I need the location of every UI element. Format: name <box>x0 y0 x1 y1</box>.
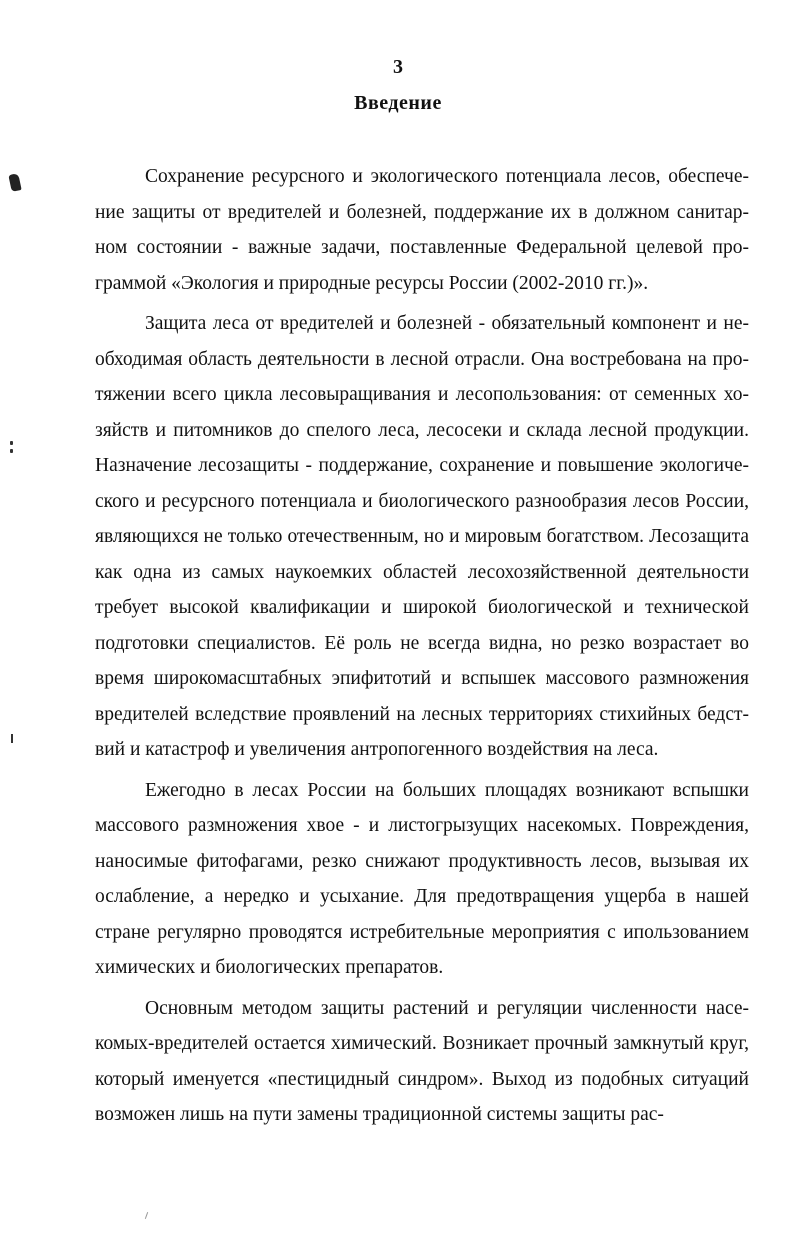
section-heading: Введение <box>354 92 442 114</box>
paragraph: Защита леса от вредителей и болезней - обязательный компонент и необходимая область деятельности в лесной отрасли. Она востребована на протяжении всего цикла лесовыращивания и лесопользования: от семенных хозяйств и питомников до спелого леса, лесосеки и склада лесной продукции. Назначение лесозащиты - поддержание, сохранение и повышение экологического и ресурсного потенциала и биологического разнообразия лесов России, являющихся не только отечественным, но и мировым богатством. Лесозащита как одна из самых наукоемких областей лесохозяйственной деятельности требует высокой квалификации и широкой биологической и технической подготовки специалистов. Её роль не всегда видна, но резко возрастает во время широкомасштабных эпифитотий и вспышек массового размножения вредителей вследствие проявлений на лесных территориях стихийных бедствий и катастроф и увеличения антропогенного воздействия на леса. <box>95 313 749 760</box>
paragraph: Основным методом защиты растений и регуляции численности насекомых-вредителей остается химический. Возникает прочный замкнутый круг, который именуется «пестицидный синдром». Выход из подобных ситуаций возможен лишь на пути замены традиционной системы защиты рас- <box>95 997 749 1125</box>
scan-artifact-tick <box>11 734 13 743</box>
page-number: 3 <box>393 56 403 78</box>
paragraph: Ежегодно в лесах России на больших площадях возникают вспышки массового размножения хвое - и листогрызущих насекомых. Повреждения, наносимые фитофагами, резко снижают продуктивность лесов, вызывая их ослабление, а нередко и усыхание. Для предотвращения ущерба в нашей стране регулярно проводятся истребительные мероприятия с ипользованием химических и биологических препаратов. <box>95 779 749 978</box>
paragraph: Сохранение ресурсного и экологического потенциала лесов, обеспечение защиты от вредителей и болезней, поддержание их в должном санитарном состоянии - важные задачи, поставленные Федеральной целевой программой «Экология и природные ресурсы России (2002-2010 гг.)». <box>95 166 749 294</box>
scan-artifact-faint-mark <box>145 1212 148 1219</box>
scan-artifact-dots <box>10 441 13 455</box>
body-text <box>95 159 749 1133</box>
scan-artifact-blot <box>8 173 21 192</box>
